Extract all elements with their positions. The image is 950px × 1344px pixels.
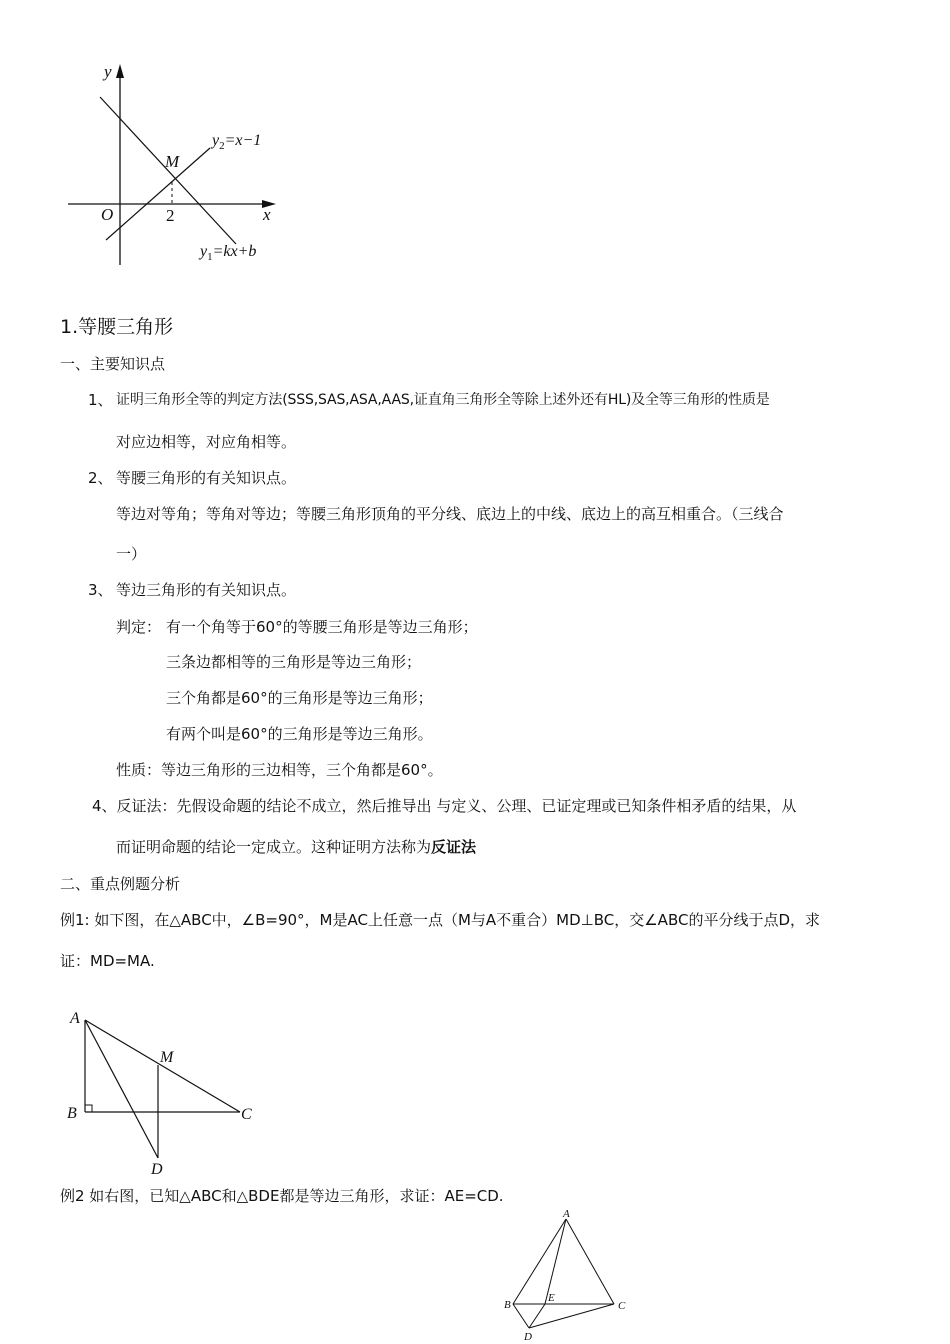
label-b2: B [504,1299,511,1311]
label-m: M [160,1049,174,1066]
item3-judge-label: 判定： [116,618,162,636]
label-b: B [67,1105,77,1122]
x-axis-label: x [263,205,271,224]
item3-judge4: 有两个叫是60°的三角形是等边三角形。 [166,725,433,743]
part2-heading: 二、重点例题分析 [60,875,181,893]
side-bd [513,1304,529,1328]
side-ac [85,1020,240,1112]
right-angle-mark [85,1105,92,1112]
item4-term-bold: 反证法 [431,838,477,856]
coordinate-figure [60,55,300,280]
item2-line2: 一） [116,545,147,563]
tick-label-2: 2 [166,206,175,225]
origin-label: O [101,205,114,224]
segment-ad [85,1020,158,1158]
item2-line1: 等边对等角；等角对等边；等腰三角形顶角的平分线、底边上的中线、底边上的高互相重合。（三线合 [116,505,784,523]
item1-number: 1、 [88,391,113,409]
item3-property: 性质：等边三角形的三边相等，三个角都是60°。 [116,761,443,779]
point-m-label: M [165,152,180,171]
item3-title: 等边三角形的有关知识点。 [116,581,297,599]
label-a2: A [563,1208,570,1220]
item3-judge2: 三条边都相等的三角形是等边三角形； [166,653,422,671]
label-e2: E [548,1292,555,1304]
side-ab2 [513,1219,566,1304]
item2-number: 2、 [88,469,113,487]
item1-line2: 对应边相等，对应角相等。 [116,433,297,451]
item2-title: 等腰三角形的有关知识点。 [116,469,297,487]
label-a: A [70,1010,80,1027]
example2-figure [495,1205,635,1344]
item4-line1: 4、反证法：先假设命题的结论不成立，然后推导出 与定义、公理、已证定理或已知条件相矛盾的结果，从 [92,797,797,815]
y-axis-arrow [116,64,124,78]
example1-line2: 证：MD=MA. [60,952,155,970]
section-title: 1.等腰三角形 [60,316,174,338]
item3-judge3: 三个角都是60°的三角形是等边三角形； [166,689,433,707]
segment-cd [529,1304,614,1328]
example2-line1: 例2 如右图，已知△ABC和△BDE都是等边三角形，求证：AE=CD. [60,1187,504,1205]
y-axis-label: y [104,62,112,81]
line-y1-equation: $y_1=kx+b$ [200,243,257,263]
label-c: C [241,1106,252,1123]
side-ac2 [566,1219,614,1304]
item3-number: 3、 [88,581,113,599]
line-y2-equation: $y_2=x-1$ [212,132,262,152]
example1-line1: 例1: 如下图，在△ABC中，∠B=90°，M是AC上任意一点（M与A不重合）MD⊥BC，交∠ABC的平分线于点D，求 [60,911,820,929]
part1-heading: 一、主要知识点 [60,355,166,373]
line-y2 [106,148,210,240]
item3-judge1: 有一个角等于60°的等腰三角形是等边三角形； [166,618,478,636]
item1-line1: 证明三角形全等的判定方法(SSS,SAS,ASA,AAS,证直角三角形全等除上述外还有HL)及全等三角形的性质是 [116,392,770,408]
label-d2: D [524,1331,532,1343]
example1-figure [60,1000,270,1180]
label-d: D [151,1161,163,1178]
item4-line2-text: 而证明命题的结论一定成立。这种证明方法称为 [116,838,432,856]
item4-line2 [116,836,476,857]
label-c2: C [618,1300,626,1312]
